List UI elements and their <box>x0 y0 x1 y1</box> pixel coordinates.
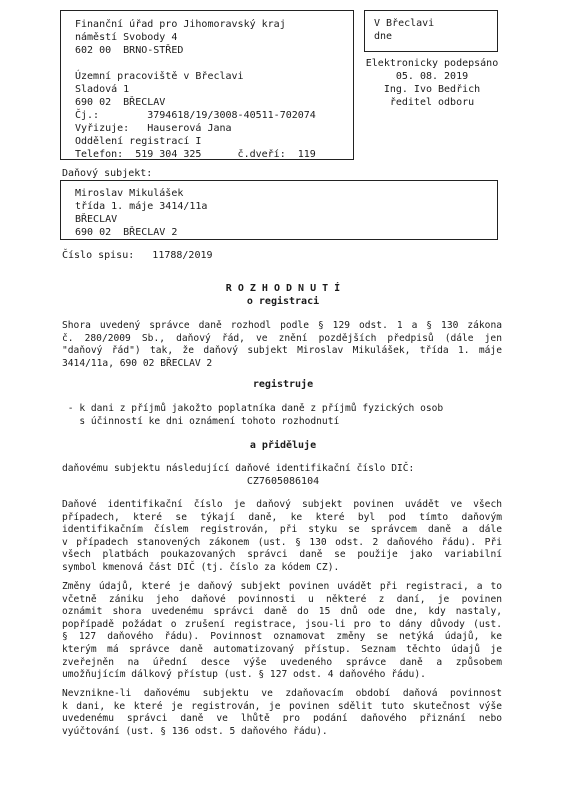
text-line: - k dani z příjmů jakožto poplatníka daně z příjmů fyzických osob <box>62 403 444 414</box>
text-line: Shora uvedený správce daně rozhodl podle § 129 odst. 1 a § 130 zákona <box>62 320 502 331</box>
signature-name: Ing. Ivo Bedřich <box>383 84 481 95</box>
text-line: č. 280/2009 Sb., daňový řád, ve znění pozdějších předpisů (dále jen <box>62 332 502 344</box>
office-line: náměstí Svobody 4 <box>75 32 178 43</box>
text-line: včetně zániku jeho daňové povinnosti u některé z daní, je povinen <box>62 593 502 605</box>
assigns-heading: a přiděluje <box>249 440 317 451</box>
office-line: Finanční úřad pro Jihomoravský kraj <box>75 19 286 30</box>
phone-door: Telefon: 519 304 325 č.dveří: 119 <box>75 149 316 160</box>
text-line: zveřejněn na úřední desce výše uvedeného správce daně a způsobem <box>62 656 502 668</box>
text-line: "daňový řád") tak, že daňový subjekt Miroslav Mikulášek, třída 1. máje <box>62 345 502 357</box>
subject-street: třída 1. máje 3414/11a <box>75 201 208 212</box>
subject-label: Daňový subjekt: <box>62 168 153 179</box>
registers-heading: registruje <box>252 379 314 390</box>
changes-paragraph <box>62 581 502 682</box>
office-line <box>75 57 350 70</box>
text-line: umožňujícím dálkový přístup (ust. § 127 odst. 4 daňového řádu). <box>62 669 426 681</box>
office-line: 602 00 BRNO-STŘED <box>75 45 184 56</box>
text-line: popřípadě požádat o zrušení registrace, jsou-li pro to dány důvody (ust. <box>62 618 502 630</box>
text-line: všech platbách poukazovaných správci daně se použije jako variabilní <box>62 549 502 561</box>
text-line: uvedenému správci daně ve lhůtě pro podání daňového přiznání nebo <box>62 713 502 725</box>
tax-id-number: CZ7605086104 <box>246 476 320 487</box>
signature-date: 05. 08. 2019 <box>395 71 469 82</box>
electronic-signature <box>362 57 502 109</box>
text-line: s účinností ke dni oznámení tohoto rozhodnutí <box>62 415 340 427</box>
document-title: R O Z H O D N U T Í <box>225 283 341 294</box>
handled-by: Vyřizuje: Hauserová Jana <box>75 123 232 134</box>
office-line: Územní pracoviště v Břeclavi <box>75 71 244 82</box>
text-line: kterým má správce daně automatizovaný přístup. Seznam těchto údajů je <box>62 643 502 655</box>
place-line: V Břeclavi <box>374 18 435 29</box>
text-line: k dani, ke které je registrován, je povinen sdělit tuto skutečnost výše <box>62 700 502 712</box>
no-liability-paragraph <box>62 688 502 738</box>
office-address <box>75 18 350 161</box>
tax-id-paragraph <box>62 499 502 575</box>
text-line: § 127 daňového řádu). Povinnost oznamovat změny se netýká údajů, ke <box>62 631 502 643</box>
department: Oddělení registrací I <box>75 136 202 147</box>
text-line: Změny údajů, které je daňový subjekt povinen uvádět při registraci, a to <box>62 581 502 592</box>
text-line: 3414/11a, 690 02 BŘECLAV 2 <box>62 357 213 369</box>
subject-city: BŘECLAV <box>75 214 118 225</box>
assigns-text: daňovému subjektu následující daňové identifikační číslo DIČ: <box>62 463 415 474</box>
subject-name: Miroslav Mikulášek <box>75 188 184 199</box>
document-subtitle: o registraci <box>246 296 320 307</box>
place-date <box>374 17 434 43</box>
text-line: případech, které se týkají daně, ke které byl pod tímto daňovým <box>62 511 502 523</box>
reference-number: Čj.: 3794618/19/3008-40511-702074 <box>75 110 316 121</box>
subject-postcode: 690 02 BŘECLAV 2 <box>75 227 178 238</box>
decision-paragraph <box>62 320 502 370</box>
text-line: v případech stanovených zákonem (ust. § 130 odst. 2 daňového řádu). Při <box>62 536 502 548</box>
text-line: oznámit shora uvedenému správci daně do 15 dnů ode dne, kdy nastaly, <box>62 606 502 618</box>
signature-role: ředitel odboru <box>389 97 475 108</box>
date-label: dne <box>374 31 393 42</box>
text-line: Nevznikne-li daňovému subjektu ve zdaňovacím období daňová povinnost <box>62 688 502 699</box>
registers-text <box>62 403 502 428</box>
text-line: vyúčtování (ust. § 136 odst. 5 daňového řádu). <box>62 725 328 737</box>
signature-line: Elektronicky podepsáno <box>365 58 499 69</box>
text-line: symbol kmenová část DIČ (tj. číslo za kódem CZ). <box>62 561 340 573</box>
text-line: identifikačním číslem registrován, při styku se správcem daně a dále <box>62 524 502 536</box>
text-line: Daňové identifikační číslo je daňový subjekt povinen uvádět ve všech <box>62 499 502 510</box>
file-number: Číslo spisu: 11788/2019 <box>62 250 213 261</box>
office-line: Sladová 1 <box>75 84 130 95</box>
office-line: 690 02 BŘECLAV <box>75 97 166 108</box>
subject-address <box>75 187 207 239</box>
